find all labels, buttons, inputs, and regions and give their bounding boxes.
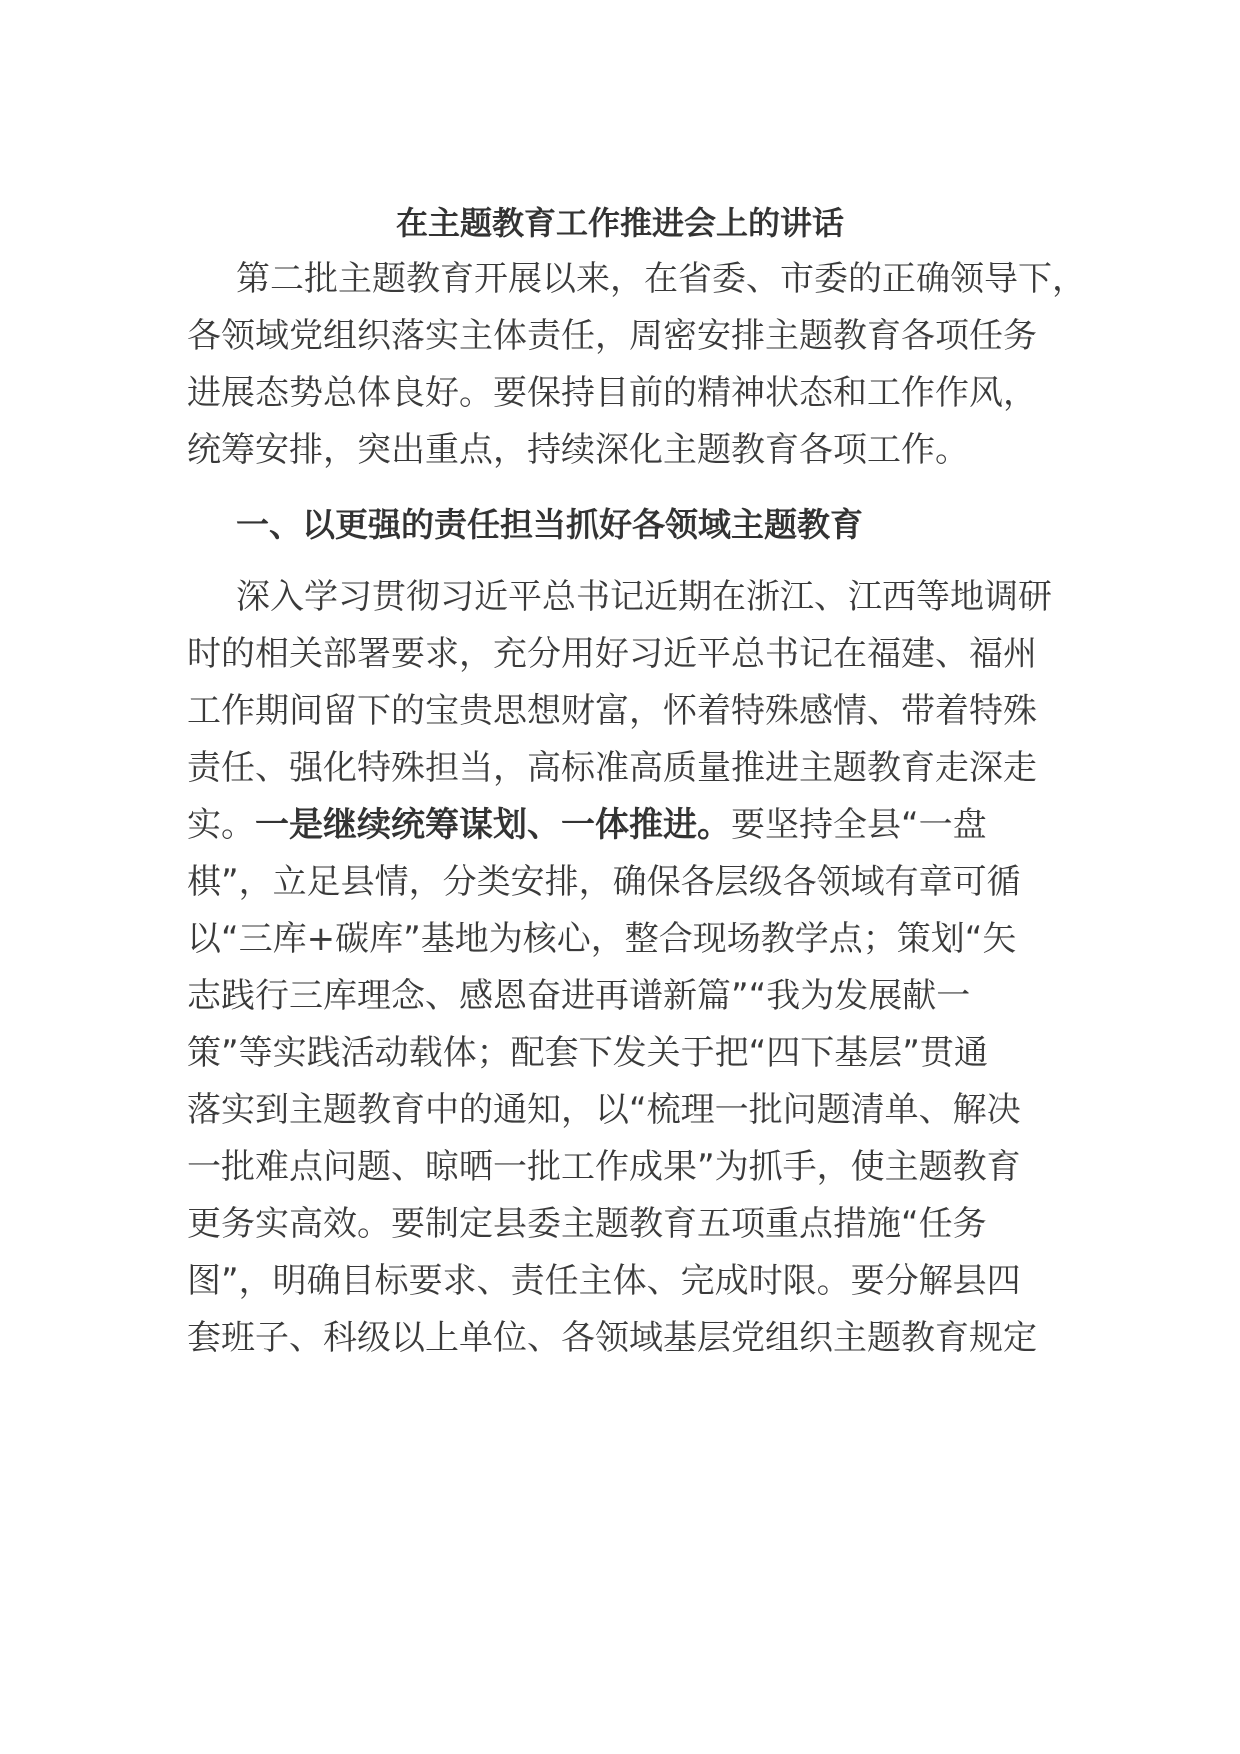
body-line-4: 责任、强化特殊担当，高标准高质量推进主题教育走深走 — [187, 748, 1037, 788]
body-line-2: 时的相关部署要求，充分用好习近平总书记在福建、福州 — [187, 634, 1037, 674]
body-line-8: 志践行三库理念、感恩奋进再谱新篇”“我为发展献一 — [187, 976, 971, 1016]
body-line-9: 策”等实践活动载体；配套下发关于把“四下基层”贯通 — [187, 1033, 988, 1073]
section-heading: 一、以更强的责任担当抓好各领域主题教育 — [236, 505, 863, 544]
intro-line-2: 各领域党组织落实主体责任，周密安排主题教育各项任务 — [187, 316, 1037, 356]
intro-line-3: 进展态势总体良好。要保持目前的精神状态和工作作风， — [187, 373, 1037, 413]
body-line-11: 一批难点问题、晾晒一批工作成果”为抓手，使主题教育 — [187, 1147, 1021, 1187]
intro-line-1: 第二批主题教育开展以来，在省委、市委的正确领导下， — [236, 259, 1086, 299]
body-line-14: 套班子、科级以上单位、各领域基层党组织主题教育规定 — [187, 1318, 1037, 1358]
body-line-7: 以“三库+碳库”基地为核心，整合现场教学点；策划“矢 — [187, 919, 1017, 959]
body-line-3: 工作期间留下的宝贵思想财富，怀着特殊感情、带着特殊 — [187, 691, 1037, 731]
body-line-5-start: 实。 — [187, 805, 255, 845]
document-title: 在主题教育工作推进会上的讲话 — [395, 204, 844, 242]
body-line-13: 图”，明确目标要求、责任主体、完成时限。要分解县四 — [187, 1261, 1021, 1301]
body-line-5 — [187, 803, 987, 847]
body-line-5-end: 要坚持全县“一盘 — [731, 805, 987, 845]
body-line-6: 棋”，立足县情，分类安排，确保各层级各领域有章可循 — [187, 862, 1021, 902]
body-line-10: 落实到主题教育中的通知，以“梳理一批问题清单、解决 — [187, 1090, 1021, 1130]
body-line-12: 更务实高效。要制定县委主题教育五项重点措施“任务 — [187, 1204, 987, 1244]
body-line-1: 深入学习贯彻习近平总书记近期在浙江、江西等地调研 — [236, 577, 1052, 617]
intro-line-4: 统筹安排，突出重点，持续深化主题教育各项工作。 — [187, 430, 969, 470]
key-point-one: 一是继续统筹谋划、一体推进。 — [255, 805, 731, 845]
